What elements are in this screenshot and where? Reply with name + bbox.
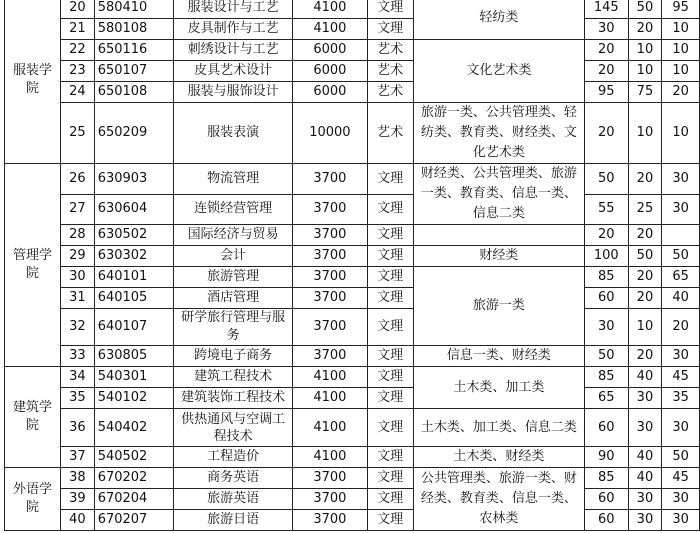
plan-c: 30 [662,409,700,447]
tuition: 3700 [293,225,367,246]
tuition: 10000 [293,103,367,164]
major-code: 650116 [94,40,173,61]
subject-type: 艺术 [367,61,413,82]
plan-c: 30 [662,194,700,225]
plan-b: 25 [628,194,662,225]
plan-b: 50 [628,246,662,267]
major-code: 540402 [94,409,173,447]
table-row [5,103,700,164]
row-number: 20 [60,0,94,19]
major-code: 630502 [94,225,173,246]
plan-total: 50 [584,346,628,367]
plan-b: 20 [628,267,662,288]
plan-total: 20 [584,225,628,246]
major-name: 皮具艺术设计 [174,61,293,82]
category-cell: 旅游一类、公共管理类、轻纺类、教育类、财经类、文化艺术类 [413,103,584,164]
row-number: 39 [60,489,94,510]
plan-c: 10 [662,19,700,40]
row-number: 38 [60,468,94,489]
major-code: 640107 [94,309,173,346]
major-code: 630604 [94,194,173,225]
enrollment-plan-table [4,0,700,531]
plan-total: 60 [584,510,628,531]
major-name: 国际经济与贸易 [174,225,293,246]
tuition: 3700 [293,309,367,346]
table-row [5,309,700,346]
row-number: 24 [60,82,94,103]
row-number: 30 [60,267,94,288]
major-name: 物流管理 [174,164,293,195]
table-row [5,409,700,447]
major-name: 旅游管理 [174,267,293,288]
department-cell: 服装学院 [5,0,61,164]
table-row [5,164,700,195]
plan-c: 30 [662,164,700,195]
row-number: 40 [60,510,94,531]
plan-c: 20 [662,82,700,103]
subject-type: 文理 [367,447,413,468]
major-code: 650209 [94,103,173,164]
plan-b: 20 [628,288,662,309]
row-number: 21 [60,19,94,40]
tuition: 3700 [293,164,367,195]
subject-type: 文理 [367,468,413,489]
table-row [5,61,700,82]
subject-type: 文理 [367,309,413,346]
major-code: 540301 [94,367,173,388]
tuition: 3700 [293,346,367,367]
row-number: 37 [60,447,94,468]
subject-type: 文理 [367,0,413,19]
major-name: 商务英语 [174,468,293,489]
subject-type: 文理 [367,288,413,309]
subject-type: 艺术 [367,82,413,103]
table-row [5,447,700,468]
plan-total: 60 [584,288,628,309]
plan-b: 20 [628,346,662,367]
plan-b: 10 [628,40,662,61]
tuition: 3700 [293,510,367,531]
plan-b: 20 [628,225,662,246]
plan-total: 85 [584,367,628,388]
table-row [5,468,700,489]
plan-c: 65 [662,267,700,288]
major-name: 服装表演 [174,103,293,164]
major-name: 连锁经营管理 [174,194,293,225]
plan-b: 50 [628,0,662,19]
row-number: 26 [60,164,94,195]
table-row [5,194,700,225]
tuition: 4100 [293,447,367,468]
category-cell: 文化艺术类 [413,40,584,103]
plan-c: 10 [662,61,700,82]
plan-total: 100 [584,246,628,267]
subject-type: 文理 [367,164,413,195]
plan-c: 95 [662,0,700,19]
tuition: 3700 [293,267,367,288]
table-row [5,288,700,309]
major-name: 建筑装饰工程技术 [174,388,293,409]
plan-c [662,225,700,246]
plan-b: 10 [628,103,662,164]
department-cell: 建筑学院 [5,367,61,468]
plan-b: 40 [628,447,662,468]
plan-c: 45 [662,367,700,388]
major-code: 670202 [94,468,173,489]
plan-b: 20 [628,164,662,195]
plan-b: 20 [628,19,662,40]
subject-type: 文理 [367,388,413,409]
plan-total: 85 [584,468,628,489]
category-cell: 财经类 [413,246,584,267]
plan-total: 145 [584,0,628,19]
row-number: 28 [60,225,94,246]
tuition: 6000 [293,82,367,103]
plan-total: 30 [584,19,628,40]
major-name: 服装与服饰设计 [174,82,293,103]
row-number: 34 [60,367,94,388]
plan-total: 85 [584,267,628,288]
major-name: 研学旅行管理与服务 [174,309,293,346]
tuition: 3700 [293,468,367,489]
table-row [5,388,700,409]
department-cell: 外语学院 [5,468,61,531]
row-number: 29 [60,246,94,267]
plan-total: 50 [584,164,628,195]
major-name: 会计 [174,246,293,267]
plan-b: 30 [628,409,662,447]
plan-c: 30 [662,346,700,367]
major-code: 580108 [94,19,173,40]
plan-b: 40 [628,367,662,388]
plan-c: 45 [662,468,700,489]
row-number: 32 [60,309,94,346]
plan-total: 55 [584,194,628,225]
major-code: 540102 [94,388,173,409]
major-code: 670204 [94,489,173,510]
major-name: 皮具制作与工艺 [174,19,293,40]
table-row [5,246,700,267]
category-cell: 轻纺类 [413,0,584,40]
tuition: 3700 [293,194,367,225]
table-row [5,489,700,510]
plan-c: 20 [662,309,700,346]
major-code: 640105 [94,288,173,309]
plan-total: 20 [584,40,628,61]
table-row [5,367,700,388]
table-row [5,40,700,61]
subject-type: 文理 [367,267,413,288]
subject-type: 文理 [367,510,413,531]
tuition: 3700 [293,246,367,267]
category-cell: 财经类、公共管理类、旅游一类、教育类、信息一类、信息二类 [413,164,584,225]
plan-total: 95 [584,82,628,103]
major-code: 580410 [94,0,173,19]
plan-b: 75 [628,82,662,103]
subject-type: 艺术 [367,40,413,61]
row-number: 27 [60,194,94,225]
major-name: 旅游日语 [174,510,293,531]
tuition: 4100 [293,367,367,388]
category-cell: 旅游一类 [413,267,584,346]
plan-c: 30 [662,510,700,531]
subject-type: 文理 [367,225,413,246]
plan-c: 50 [662,246,700,267]
major-name: 跨境电子商务 [174,346,293,367]
row-number: 31 [60,288,94,309]
plan-b: 30 [628,510,662,531]
major-name: 酒店管理 [174,288,293,309]
plan-c: 40 [662,288,700,309]
plan-total: 30 [584,309,628,346]
plan-b: 30 [628,388,662,409]
major-name: 刺绣设计与工艺 [174,40,293,61]
plan-b: 40 [628,468,662,489]
table-row [5,0,700,19]
plan-total: 65 [584,388,628,409]
category-cell: 信息一类、财经类 [413,346,584,367]
major-name: 建筑工程技术 [174,367,293,388]
major-code: 640101 [94,267,173,288]
row-number: 23 [60,61,94,82]
major-code: 650107 [94,61,173,82]
tuition: 6000 [293,61,367,82]
plan-total: 60 [584,489,628,510]
subject-type: 文理 [367,367,413,388]
category-cell: 土木类、加工类 [413,367,584,409]
subject-type: 文理 [367,409,413,447]
major-code: 670207 [94,510,173,531]
subject-type: 文理 [367,19,413,40]
major-name: 旅游英语 [174,489,293,510]
department-cell: 管理学院 [5,164,61,367]
plan-total: 60 [584,409,628,447]
table-row [5,19,700,40]
table-row [5,82,700,103]
tuition: 3700 [293,489,367,510]
tuition: 4100 [293,388,367,409]
category-cell: 土木类、加工类、信息二类 [413,409,584,447]
table-row [5,346,700,367]
table-row [5,510,700,531]
major-code: 630805 [94,346,173,367]
plan-c: 35 [662,388,700,409]
category-cell: 公共管理类、旅游一类、财经类、教育类、信息一类、农林类 [413,468,584,531]
major-name: 服装设计与工艺 [174,0,293,19]
subject-type: 艺术 [367,103,413,164]
tuition: 4100 [293,409,367,447]
major-name: 供热通风与空调工程技术 [174,409,293,447]
tuition: 3700 [293,288,367,309]
plan-c: 10 [662,40,700,61]
row-number: 25 [60,103,94,164]
plan-b: 10 [628,61,662,82]
row-number: 35 [60,388,94,409]
subject-type: 文理 [367,346,413,367]
plan-total: 20 [584,61,628,82]
major-code: 540502 [94,447,173,468]
major-code: 650108 [94,82,173,103]
plan-b: 10 [628,309,662,346]
plan-total: 90 [584,447,628,468]
plan-b: 30 [628,489,662,510]
major-code: 630903 [94,164,173,195]
plan-total: 20 [584,103,628,164]
plan-c: 30 [662,489,700,510]
row-number: 36 [60,409,94,447]
table-row [5,225,700,246]
major-code: 630302 [94,246,173,267]
row-number: 33 [60,346,94,367]
tuition: 4100 [293,19,367,40]
category-cell: 土木类、财经类 [413,447,584,468]
row-number: 22 [60,40,94,61]
plan-c: 10 [662,103,700,164]
major-name: 工程造价 [174,447,293,468]
subject-type: 文理 [367,194,413,225]
subject-type: 文理 [367,489,413,510]
category-cell [413,225,584,246]
plan-c: 50 [662,447,700,468]
table-row [5,267,700,288]
tuition: 6000 [293,40,367,61]
subject-type: 文理 [367,246,413,267]
tuition: 4100 [293,0,367,19]
